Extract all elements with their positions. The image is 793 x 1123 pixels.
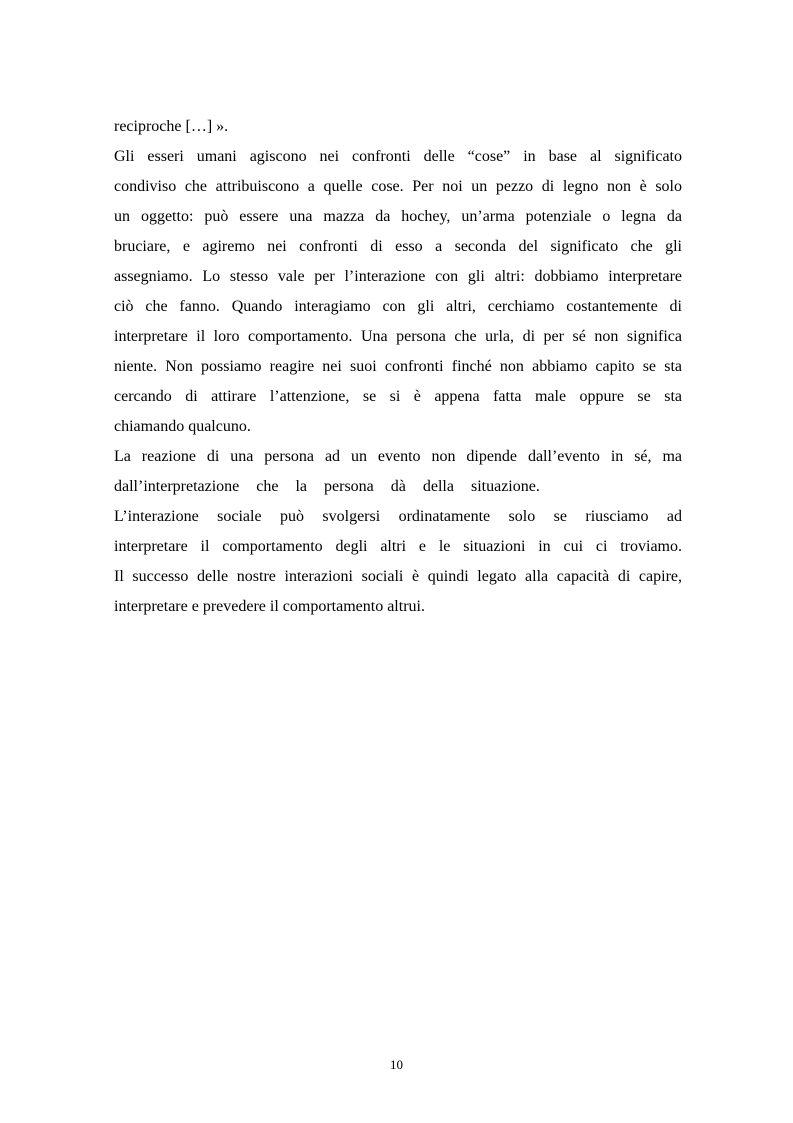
text-line: cercando di attirare l’attenzione, se si è appena fatta male oppure se sta — [114, 388, 682, 405]
text-line: un oggetto: può essere una mazza da hochey, un’arma potenziale o legna da — [114, 208, 682, 225]
text-line: dall’interpretazione che la persona dà della situazione. — [114, 478, 540, 495]
text-line: reciproche […] ». — [114, 118, 229, 135]
text-line: La reazione di una persona ad un evento non dipende dall’evento in sé, ma — [114, 448, 682, 465]
text-line: interpretare il loro comportamento. Una persona che urla, di per sé non significa — [114, 328, 682, 345]
text-line: condiviso che attribuiscono a quelle cose. Per noi un pezzo di legno non è solo — [114, 178, 682, 195]
text-line: ciò che fanno. Quando interagiamo con gli altri, cerchiamo costantemente di — [114, 298, 682, 315]
text-line: assegniamo. Lo stesso vale per l’interazione con gli altri: dobbiamo interpretare — [114, 268, 682, 285]
text-line: Il successo delle nostre interazioni sociali è quindi legato alla capacità di capire, — [114, 568, 682, 585]
text-line: bruciare, e agiremo nei confronti di esso a seconda del significato che gli — [114, 238, 682, 255]
text-line: interpretare e prevedere il comportamento altrui. — [114, 598, 425, 615]
text-line: Gli esseri umani agiscono nei confronti delle “cose” in base al significato — [114, 148, 682, 165]
page-number: 10 — [390, 1057, 403, 1072]
text-line: niente. Non possiamo reagire nei suoi confronti finché non abbiamo capito se sta — [114, 358, 682, 375]
body-text — [114, 112, 682, 622]
text-line: L’interazione sociale può svolgersi ordinatamente solo se riusciamo ad — [114, 508, 682, 525]
text-line: chiamando qualcuno. — [114, 418, 251, 435]
text-line: interpretare il comportamento degli altri e le situazioni in cui ci troviamo. — [114, 538, 682, 555]
